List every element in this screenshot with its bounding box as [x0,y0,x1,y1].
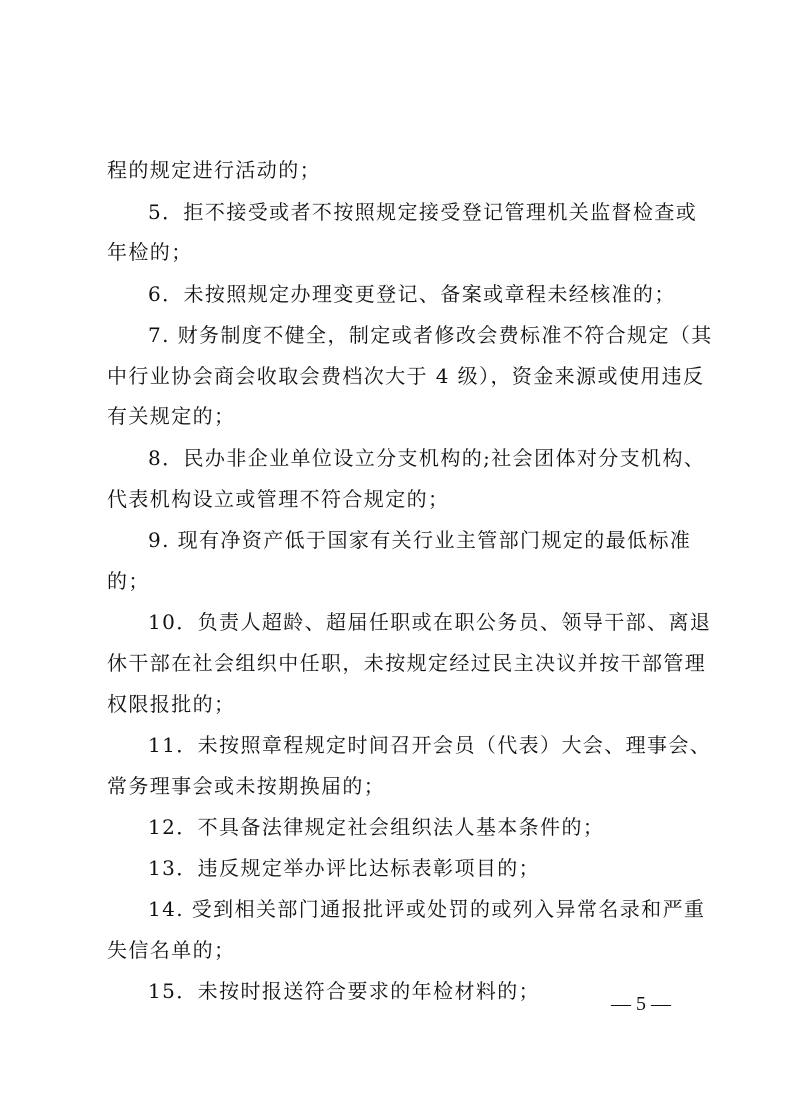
text-line: 14. 受到相关部门通报批评或处罚的或列入异常名录和严重 [148,897,706,921]
text-line: 5．拒不接受或者不按照规定接受登记管理机关监督检查或 [148,200,698,224]
page-number: — 5 — [611,993,671,1015]
text-line: 10．负责人超龄、超届任职或在职公务员、领导干部、离退 [148,610,712,634]
text-line: 13．违反规定举办评比达标表彰项目的； [148,856,541,880]
text-line: 7. 财务制度不健全，制定或者修改会费标准不符合规定（其 [148,323,713,347]
text-line: 休干部在社会组织中任职，未按规定经过民主决议并按干部管理 [107,651,707,675]
text-line: 常务理事会或未按期换届的； [107,774,386,798]
text-line: 12．不具备法律规定社会组织法人基本条件的； [148,815,605,839]
text-line: 失信名单的； [107,938,236,962]
text-line: 程的规定进行活动的； [107,158,321,182]
text-line: 15．未按时报送符合要求的年检材料的； [148,979,541,1003]
text-line: 8．民办非企业单位设立分支机构的;社会团体对分支机构、 [148,446,706,470]
text-line: 代表机构设立或管理不符合规定的； [107,487,450,511]
text-line: 权限报批的； [107,692,236,716]
text-line: 有关规定的； [107,404,236,428]
text-line: 年检的； [107,240,193,264]
text-line: 11．未按照章程规定时间召开会员（代表）大会、理事会、 [148,733,712,757]
text-line: 的； [107,569,150,593]
text-line: 6．未按照规定办理变更登记、备案或章程未经核准的； [148,282,676,306]
text-line: 9. 现有净资产低于国家有关行业主管部门规定的最低标准 [148,528,692,552]
text-line: 中行业协会商会收取会费档次大于 4 级），资金来源或使用违反 [107,364,705,388]
